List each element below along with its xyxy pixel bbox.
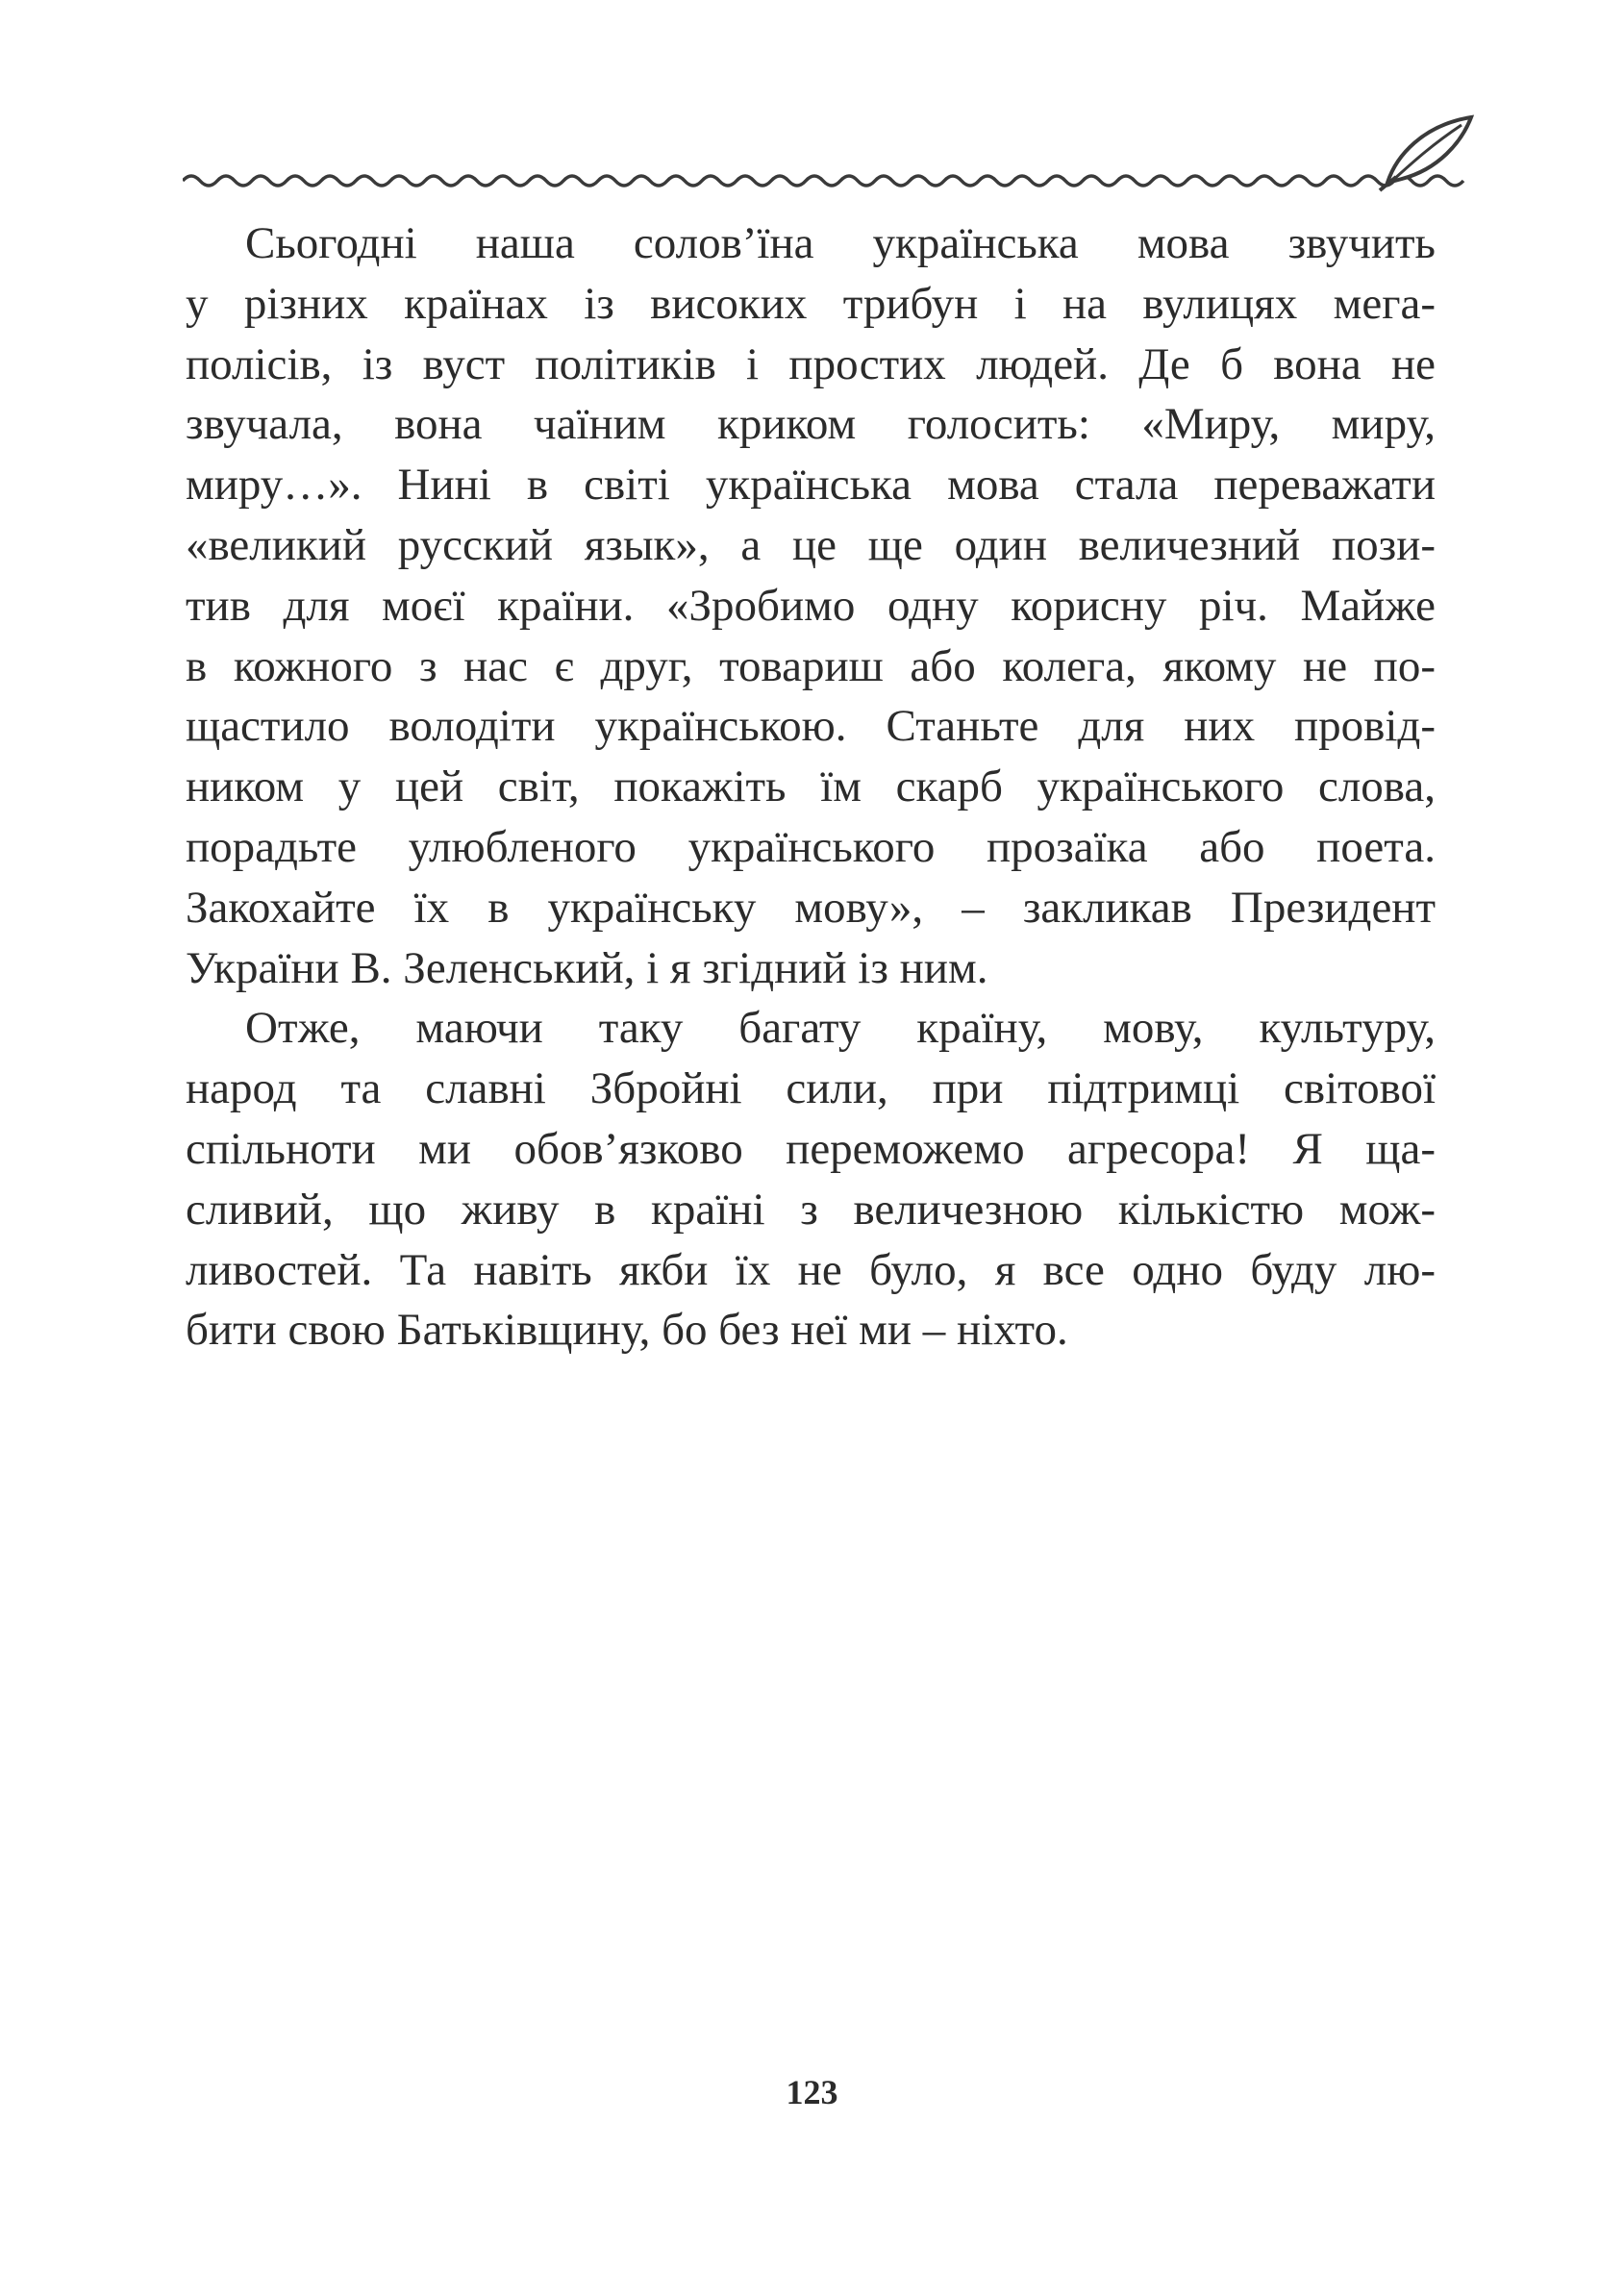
page-number: 123 [786,2073,838,2111]
text-line: звучала, вона чаїним криком голосить: «Миру, миру, [186,399,1436,450]
text-line: бити свою Батьківщину, бо без неї ми – ніхто. [186,1305,1068,1356]
text-line: Сьогодні наша солов’їна українська мова звучить [245,218,1436,268]
quill-feather-icon [1380,117,1471,190]
text-line: народ та славні Збройні сили, при підтримці світової [186,1063,1436,1114]
text-line: спільноти ми обов’язково переможемо агресора! Я ща- [186,1123,1436,1174]
header-ornament [183,106,1481,202]
text-line: «великий русский язык», а це ще один величезний пози- [186,519,1436,570]
text-line: Закохайте їх в українську мову», – закликав Президент [186,882,1436,933]
text-line: у різних країнах із високих трибун і на вулицях мега- [186,278,1436,329]
wavy-divider-line [183,176,1463,186]
text-line: тив для моєї країни. «Зробимо одну корисну річ. Майже [186,580,1436,631]
text-line: полісів, із вуст політиків і простих людей. Де б вона не [186,338,1436,389]
text-line: в кожного з нас є друг, товариш або колега, якому не по- [186,640,1436,691]
text-line: миру…». Нині в світі українська мова стала переважати [186,460,1436,511]
text-line: України В. Зеленський, і я згідний із ним. [186,942,988,993]
paragraph [186,213,1436,998]
text-line: ником у цей світ, покажіть їм скарб українського слова, [186,761,1436,812]
text-line: ливостей. Та навіть якби їх не було, я все одно буду лю- [186,1244,1436,1295]
article-body [186,213,1436,1361]
text-line: сливий, що живу в країні з величезною кількістю мож- [186,1184,1436,1235]
text-line: порадьте улюбленого українського прозаїка або поета. [186,821,1436,872]
text-line: Отже, маючи таку багату країну, мову, культуру, [245,1003,1436,1054]
paragraph [186,998,1436,1361]
text-line: щастило володіти українською. Станьте для них провід- [186,701,1436,752]
